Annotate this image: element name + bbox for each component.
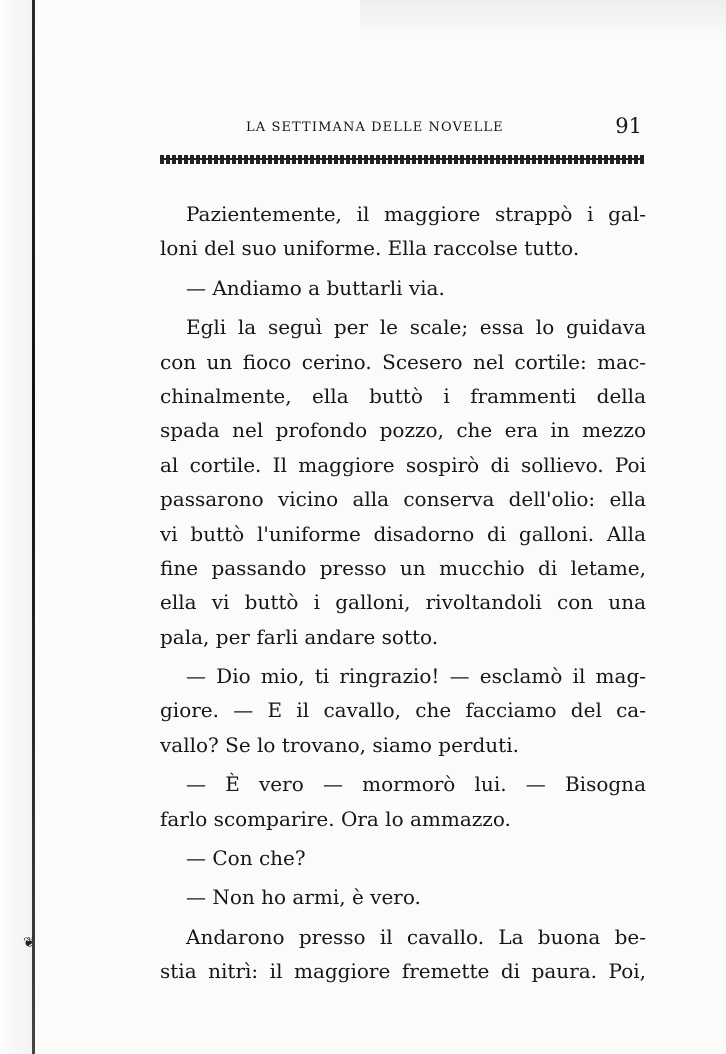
binding-shadow xyxy=(0,0,32,1054)
text-line: — Dio mio, ti ringrazio! — esclamò il mag- xyxy=(186,664,646,689)
margin-mark-icon: ❦ xyxy=(23,935,35,951)
text-line: con un fioco cerino. Scesero nel cortile: mac- xyxy=(160,349,646,374)
text-line: spada nel profondo pozzo, che era in mezzo xyxy=(160,418,646,443)
text-line: vi buttò l'uniforme disadorno di galloni. Alla xyxy=(160,521,646,546)
text-line: — Con che? xyxy=(186,846,306,871)
scan-speckle xyxy=(360,0,726,40)
text-line: — È vero — mormorò lui. — Bisogna xyxy=(186,772,646,797)
binding-edge xyxy=(32,0,35,1054)
text-line: giore. — E il cavallo, che facciamo del ca- xyxy=(160,698,646,723)
text-line: passarono vicino alla conserva dell'olio: ella xyxy=(160,487,646,512)
text-line: — Non ho armi, è vero. xyxy=(186,885,421,910)
text-line: vallo? Se lo trovano, siamo perduti. xyxy=(160,732,519,757)
text-line: chinalmente, ella buttò i frammenti della xyxy=(160,383,646,408)
text-line: Andarono presso il cavallo. La buona be- xyxy=(186,924,646,949)
text-line: — Andiamo a buttarli via. xyxy=(186,275,445,300)
text-line: Egli la seguì per le scale; essa lo guidava xyxy=(186,315,646,340)
body-text xyxy=(160,197,646,989)
running-header xyxy=(160,108,646,148)
text-line: farlo scomparire. Ora lo ammazzo. xyxy=(160,806,511,831)
page-number: 91 xyxy=(615,114,642,138)
text-line: loni del suo uniforme. Ella raccolse tutto. xyxy=(160,236,580,261)
text-line: stia nitrì: il maggiore fremette di paura. Poi, xyxy=(160,959,646,984)
text-line: ella vi buttò i galloni, rivoltandoli con una xyxy=(160,590,646,615)
running-title: LA SETTIMANA DELLE NOVELLE xyxy=(246,120,504,135)
text-line: pala, per farli andare sotto. xyxy=(160,624,439,649)
text-line: fine passando presso un mucchio di letame, xyxy=(160,555,646,580)
ornamental-rule xyxy=(160,155,644,164)
text-line: Pazientemente, il maggiore strappò i gal- xyxy=(186,202,646,226)
text-line: al cortile. Il maggiore sospirò di sollievo. Poi xyxy=(160,452,646,477)
